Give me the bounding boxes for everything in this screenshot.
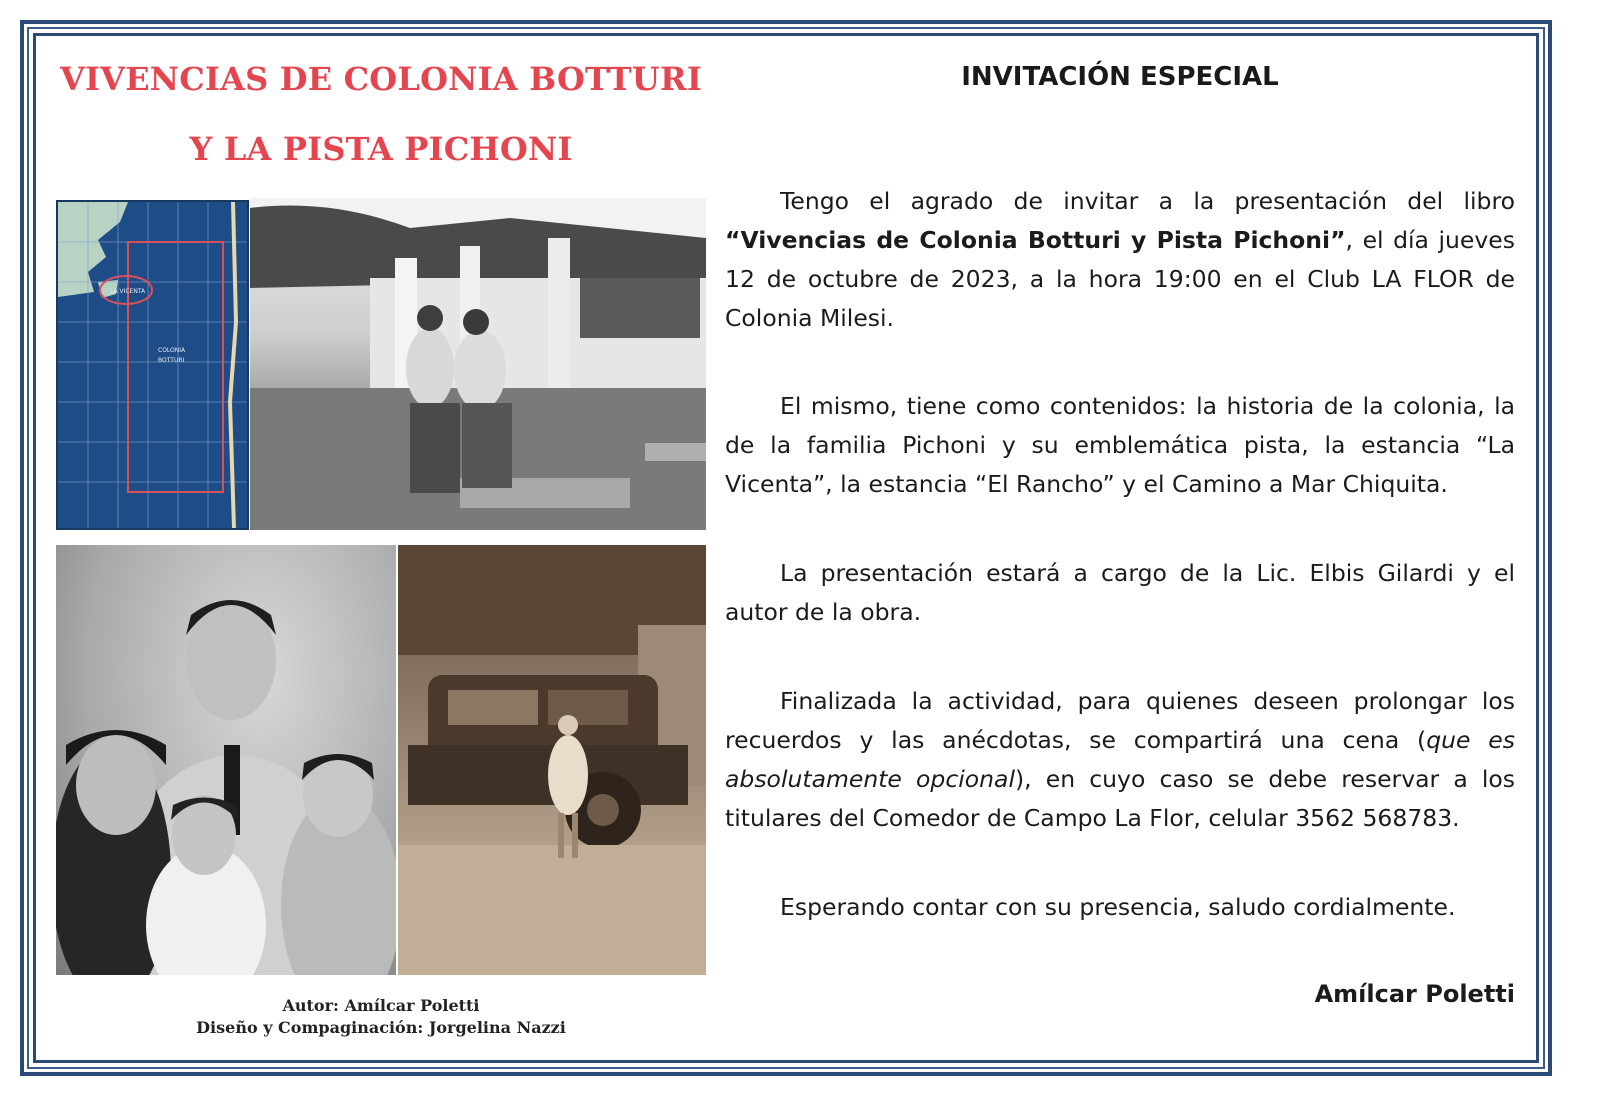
paragraph-closing: Esperando contar con su presencia, saludo cordialmente. [780, 893, 1456, 921]
historic-map-image [56, 200, 249, 530]
p1-text-after: , el día jueves 12 de octubre de 2023, a la hora 19:00 en el Club LA FLOR de Colonia Milesi. [725, 226, 1515, 332]
map-label-la-vicenta: LA VICENTA [110, 288, 146, 295]
signature: Amílcar Poletti [1314, 980, 1515, 1008]
paragraph-presenter: La presentación estará a cargo de la Lic. Elbis Gilardi y el autor de la obra. [725, 559, 1515, 626]
book-title-line-2: Y LA PISTA PICHONI [189, 130, 573, 168]
map-label-botturi: BOTTURI [158, 357, 185, 364]
author-credit: Autor: Amílcar Poletti [282, 996, 480, 1015]
outdoor-photo-two-men [250, 198, 706, 530]
p1-text-before: Tengo el agrado de invitar a la presentación del libro [780, 187, 1515, 215]
invitation-heading: INVITACIÓN ESPECIAL [961, 62, 1279, 92]
design-credit: Diseño y Compaginación: Jorgelina Nazzi [196, 1018, 566, 1037]
paragraph-contents: El mismo, tiene como contenidos: la historia de la colonia, la de la familia Pichoni y su emblemática pista, la estancia “La Vicenta”, la estancia “El Rancho” y el Camino a Mar Chiquita. [725, 392, 1515, 498]
p4-text-after: ), en cuyo caso se debe reservar a los titulares del Comedor de Campo La Flor, celular 3562 568783. [725, 765, 1516, 832]
family-portrait-photo [56, 545, 396, 975]
p4-text-before: Finalizada la actividad, para quienes deseen prolongar los recuerdos y las anécdotas, se compartirá una cena ( [725, 687, 1515, 754]
map-label-colonia: COLONIA [158, 347, 186, 354]
paragraph-dinner [725, 682, 1515, 838]
p4-italic-note: que es absolutamente opcional [725, 726, 1515, 793]
p1-book-title: “Vivencias de Colonia Botturi y Pista Pichoni” [725, 226, 1346, 254]
paragraph-invitation-details [725, 182, 1515, 338]
book-title-line-1: VIVENCIAS DE COLONIA BOTTURI [59, 60, 703, 98]
vintage-car-photo [398, 545, 706, 975]
